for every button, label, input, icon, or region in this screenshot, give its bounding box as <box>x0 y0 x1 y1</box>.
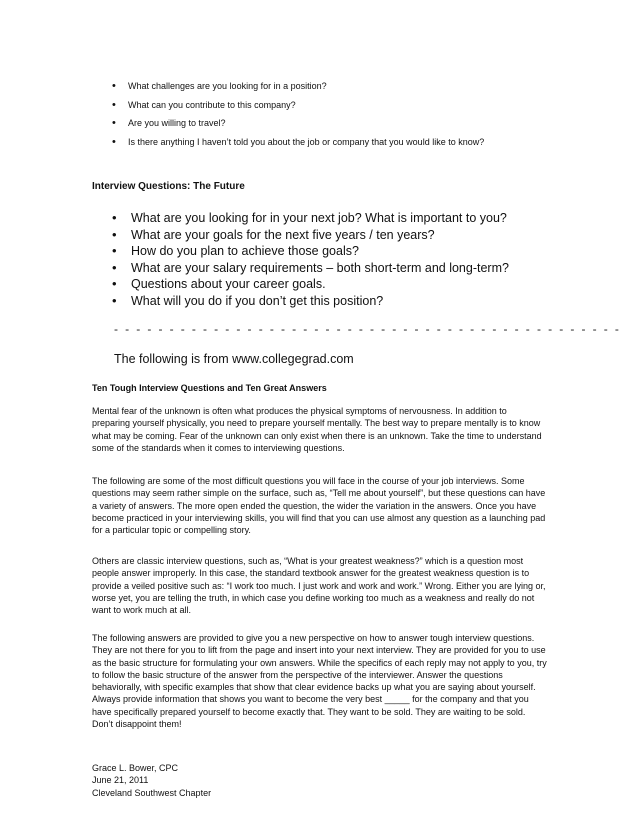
list-item: • What are you looking for in your next job? What is important to you? <box>112 210 632 227</box>
list-item: • Questions about your career goals. <box>112 276 632 293</box>
paragraph-1: Mental fear of the unknown is often what produces the physical symptoms of nervousness. In addition to preparing yourself physically, you need to prepare yourself mentally. The best way to prepare mentally is to know what may be coming. Fear of the unknown can only exist when there is an unknown. Take the time to understand some of the standards when it comes to interviewing questions. <box>92 406 542 453</box>
list-item: • What are your goals for the next five years / ten years? <box>112 227 632 244</box>
list-item: • How do you plan to achieve those goals? <box>112 243 632 260</box>
author-name: Grace L. Bower, CPC <box>92 763 179 773</box>
list-item: • What are your salary requirements – both short-term and long-term? <box>112 260 632 277</box>
paragraph-2: The following are some of the most difficult questions you will face in the course of your job interviews. Some questions may seem rather simple on the surface, such as, “Tell me about yourself”, but these questions can have a variety of answers. The more open ended the question, the wider the variation in the answers. Once you have become practiced in your interviewing skills, you will find that you can use almost any question as a launching pad for a particular topic or compelling story. <box>92 476 546 536</box>
author-organization: Cleveland Southwest Chapter <box>92 787 212 798</box>
signature-date: June 21, 2011 <box>92 775 149 786</box>
list-item: • Is there anything I haven’t told you about the job or company that you would like to know? <box>112 133 612 152</box>
article-title: Ten Tough Interview Questions and Ten Great Answers <box>92 383 327 393</box>
signature-block <box>92 762 211 799</box>
future-question-list <box>112 210 632 309</box>
list-item: • What challenges are you looking for in a position? <box>112 77 612 96</box>
source-line: The following is from www.collegegrad.com <box>114 352 354 366</box>
paragraph-4: The following answers are provided to give you a new perspective on how to answer tough interview questions. They are not there for you to lift from the page and insert into your next interview. They are provided for you to use as the basic structure for formulating your own answers. While the specifics of each reply may not apply to you, try to follow the basic structure of the answer from the perspective of the interviewer. Answer the questions behaviorally, with specific examples that show that clear evidence backs up what you are saying about yourself. Always provide information that shows you want to become the very best _____ for the company and that you have specifically prepared yourself to become exactly that. They want to be sold. They are waiting to be sold. Don’t disappoint them! <box>92 633 547 730</box>
list-item: • Are you willing to travel? <box>112 114 612 133</box>
list-item: • What will you do if you don’t get this position? <box>112 293 632 310</box>
dashed-separator: - - - - - - - - - - - - - - - - - - - - - - - - - - - - - - - - - - - - - - - - - - - - - - <box>114 322 621 336</box>
list-item: • What can you contribute to this company? <box>112 96 612 115</box>
paragraph-3: Others are classic interview questions, such as, “What is your greatest weakness?” which is a question most people answer improperly. In this case, the standard textbook answer for the greatest weakness question is to provide a veiled positive such as: “I work too much. I just work and work and work.” Wrong. Either you are lying or, worse yet, you are telling the truth, in which case you define working too much as a weakness and really do not want to work much at all. <box>92 556 546 616</box>
top-question-list <box>112 77 612 151</box>
future-heading: Interview Questions: The Future <box>92 181 245 192</box>
